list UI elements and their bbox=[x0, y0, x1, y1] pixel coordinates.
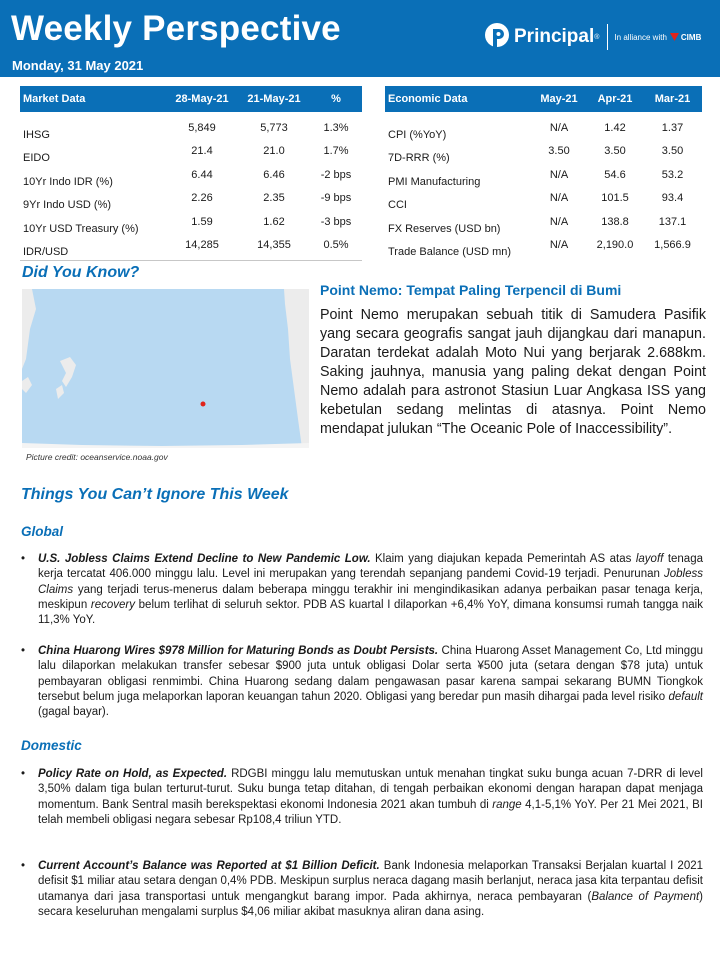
column-header: % bbox=[331, 93, 341, 105]
news-item bbox=[21, 767, 703, 828]
news-item bbox=[21, 552, 703, 628]
row-label: Trade Balance (USD mn) bbox=[388, 246, 512, 259]
point-nemo-headline: Point Nemo: Tempat Paling Terpencil di Bumi bbox=[320, 282, 622, 298]
news-headline: U.S. Jobless Claims Extend Decline to New Pandemic Low. bbox=[38, 553, 371, 565]
brand-divider bbox=[607, 24, 608, 50]
cell-value: 1,566.9 bbox=[654, 239, 691, 252]
row-label: IHSG bbox=[23, 128, 50, 141]
publication-date: Monday, 31 May 2021 bbox=[12, 58, 144, 73]
point-nemo-map bbox=[22, 289, 309, 448]
column-header: 21-May-21 bbox=[247, 93, 301, 105]
bullet-icon: • bbox=[21, 768, 26, 780]
principal-logo-icon bbox=[484, 22, 510, 52]
cell-value: 53.2 bbox=[661, 168, 684, 181]
table-row bbox=[20, 190, 362, 214]
table-divider bbox=[20, 260, 362, 261]
table-row bbox=[385, 143, 702, 167]
cell-value: 93.4 bbox=[661, 192, 684, 205]
news-item bbox=[21, 644, 703, 720]
cell-value: 2.35 bbox=[263, 192, 285, 205]
cell-value: -3 bps bbox=[320, 215, 352, 228]
table-row bbox=[20, 119, 362, 143]
economic-data-table bbox=[385, 86, 702, 260]
cell-value: 1.62 bbox=[263, 215, 285, 228]
column-header: Mar-21 bbox=[654, 93, 691, 105]
cell-value: 1.59 bbox=[191, 215, 213, 228]
column-header: May-21 bbox=[540, 93, 578, 105]
cell-value: 6.46 bbox=[263, 168, 285, 181]
cell-value: -2 bps bbox=[320, 168, 352, 181]
cell-value: N/A bbox=[549, 192, 569, 205]
cell-value: N/A bbox=[549, 121, 569, 134]
brand-logo bbox=[484, 20, 701, 54]
row-label: 9Yr Indo USD (%) bbox=[23, 199, 112, 212]
column-header: 28-May-21 bbox=[175, 93, 229, 105]
cell-value: 14,285 bbox=[185, 239, 219, 252]
header-banner bbox=[0, 0, 720, 77]
cell-value: 5,773 bbox=[260, 121, 288, 134]
row-label: EIDO bbox=[23, 152, 50, 165]
cell-value: 3.50 bbox=[604, 145, 626, 158]
news-item bbox=[21, 859, 703, 920]
partner-name: CIMB bbox=[680, 32, 702, 42]
cell-value: 138.8 bbox=[601, 215, 629, 228]
things-section-title: Things You Can’t Ignore This Week bbox=[21, 486, 289, 503]
row-label: CCI bbox=[388, 199, 407, 212]
table-row bbox=[20, 213, 362, 237]
cell-value: 0.5% bbox=[323, 239, 349, 252]
market-data-table bbox=[20, 86, 362, 261]
bullet-icon: • bbox=[21, 645, 26, 657]
cimb-logo-icon bbox=[670, 33, 679, 41]
table-row bbox=[20, 143, 362, 167]
row-label: 7D-RRR (%) bbox=[388, 152, 450, 165]
alliance-text: In alliance with bbox=[614, 32, 667, 42]
cell-value: 54.6 bbox=[604, 168, 626, 181]
news-headline: Current Account’s Balance was Reported at $1 Billion Deficit. bbox=[38, 860, 380, 872]
table-row bbox=[385, 237, 702, 261]
brand-name: Principal bbox=[514, 26, 595, 47]
cell-value: 6.44 bbox=[191, 168, 213, 181]
cell-value: 3.50 bbox=[661, 145, 684, 158]
news-text: Current Account’s Balance was Reported at $1 Billion Deficit. Bank Indonesia melaporkan Transaksi Berjalan kuartal I 2021 defisit $1 miliar atau setara dengan 0,4% PDB. Meskipun surplus neraca dagang masih berlanjut, neraca jasa kita terpantau defisit utamanya dari jasa transportasi untuk mengangkut barang impor. Pada akhirnya, neraca pembayaran (Balance of Payment) secara keseluruhan mengalami surplus $4,06 miliar akibat masuknya aliran dana asing. bbox=[38, 860, 704, 918]
bullet-icon: • bbox=[21, 553, 26, 565]
cell-value: 3.50 bbox=[548, 145, 570, 158]
column-header: Economic Data bbox=[388, 93, 468, 105]
point-nemo-body: Point Nemo merupakan sebuah titik di Samudera Pasifik yang secara geografis sangat jauh dijangkau dari manapun. Daratan terdekat adalah Moto Nui yang berjarak 2.688km. Saking jauhnya, manusia yang paling dekat dengan Point Nemo adalah para astronot Stasiun Luar Angkasa ISS yang kebetulan sedang melintas di atasnya. Point Nemo mendapat julukan “The Oceanic Pole of Inaccessibility”. bbox=[320, 307, 706, 437]
cell-value: N/A bbox=[549, 168, 569, 181]
map-image bbox=[22, 289, 309, 448]
cell-value: N/A bbox=[549, 215, 569, 228]
bullet-icon: • bbox=[21, 860, 26, 872]
picture-credit: Picture credit: oceanservice.noaa.gov bbox=[26, 452, 168, 462]
cell-value: N/A bbox=[549, 239, 569, 252]
cell-value: 21.0 bbox=[263, 145, 285, 158]
page-title: Weekly Perspective bbox=[11, 9, 341, 48]
row-label: PMI Manufacturing bbox=[388, 175, 481, 188]
table-row bbox=[385, 190, 702, 214]
column-header: Apr-21 bbox=[597, 93, 633, 105]
domestic-subtitle: Domestic bbox=[21, 738, 82, 753]
table-header bbox=[385, 86, 702, 112]
cell-value: 1.7% bbox=[323, 145, 349, 158]
news-headline: Policy Rate on Hold, as Expected. bbox=[38, 768, 228, 780]
row-label: 10Yr Indo IDR (%) bbox=[23, 175, 113, 188]
table-row bbox=[20, 237, 362, 261]
row-label: CPI (%YoY) bbox=[388, 128, 447, 141]
cell-value: 1.42 bbox=[604, 121, 626, 134]
cell-value: 1.3% bbox=[323, 121, 349, 134]
cell-value: 1.37 bbox=[661, 121, 684, 134]
brand-registered-mark: ® bbox=[594, 33, 600, 41]
cell-value: 2,190.0 bbox=[596, 239, 634, 252]
cell-value: 137.1 bbox=[658, 215, 687, 228]
table-row bbox=[385, 213, 702, 237]
row-label: 10Yr USD Treasury (%) bbox=[23, 222, 139, 235]
cell-value: 2.26 bbox=[191, 192, 213, 205]
cell-value: 21.4 bbox=[191, 145, 213, 158]
column-header: Market Data bbox=[23, 93, 86, 105]
news-text: U.S. Jobless Claims Extend Decline to New Pandemic Low. Klaim yang diajukan kepada Pemerintah AS atas layoff tenaga kerja tercatat 406.000 minggu lalu. Level ini merupakan yang terendah sepanjang pandemi Covid-19 terjadi. Penurunan Jobless Claims yang terjadi terus-menerus dalam beberapa minggu terakhir ini mengindikasikan adanya perbaikan pasar tenaga kerja, meskipun recovery belum terlihat di seluruh sektor. PDB AS kuartal I dilaporkan +6,4% YoY, dimana konsumsi rumah tangga naik 11,3% YoY. bbox=[38, 553, 703, 627]
cell-value: -9 bps bbox=[320, 192, 352, 205]
cell-value: 14,355 bbox=[257, 239, 291, 252]
cell-value: 5,849 bbox=[188, 121, 216, 134]
news-text: Policy Rate on Hold, as Expected. RDGBI minggu lalu memutuskan untuk menahan tingkat suku bunga acuan 7-DRR di level 3,50% dalam tiga bulan terturut-turut. Suku bunga tetap ditahan, di tengah perbaikan ekonomi dengan harapan dapat menjaga momentum. Bank Sentral masih berekspektasi ekonomi Indonesia 2021 akan tumbuh di range 4,1-5,1% YoY. Per 21 Mei 2021, BI telah membeli obligasi negara sebesar Rp108,4 triliun YTD. bbox=[38, 768, 703, 826]
row-label: FX Reserves (USD bn) bbox=[388, 222, 501, 235]
cell-value: 101.5 bbox=[601, 192, 629, 205]
news-headline: China Huarong Wires $978 Million for Maturing Bonds as Doubt Persists. bbox=[38, 645, 439, 657]
row-label: IDR/USD bbox=[23, 246, 69, 259]
table-row bbox=[385, 166, 702, 190]
table-header bbox=[20, 86, 362, 112]
table-row bbox=[20, 166, 362, 190]
did-you-know-title: Did You Know? bbox=[22, 264, 140, 281]
global-subtitle: Global bbox=[21, 524, 64, 539]
table-row bbox=[385, 119, 702, 143]
news-text: China Huarong Wires $978 Million for Maturing Bonds as Doubt Persists. China Huarong Asset Management Co, Ltd minggu lalu dilaporkan melakukan transfer sebesar $900 juta untuk obligasi Dolar serta ¥500 juta (setara dengan $78 juta) untuk pembayaran obligasi renmimbi. China Huarong sedang dalam pengawasan pasar karena sampai sekarang BUMN Tiongkok tersebut belum juga melaporkan laporan keuangan tahun 2020. Obligasi yang beredar pun masih dihargai pada level risiko default (gagal bayar). bbox=[38, 645, 703, 719]
